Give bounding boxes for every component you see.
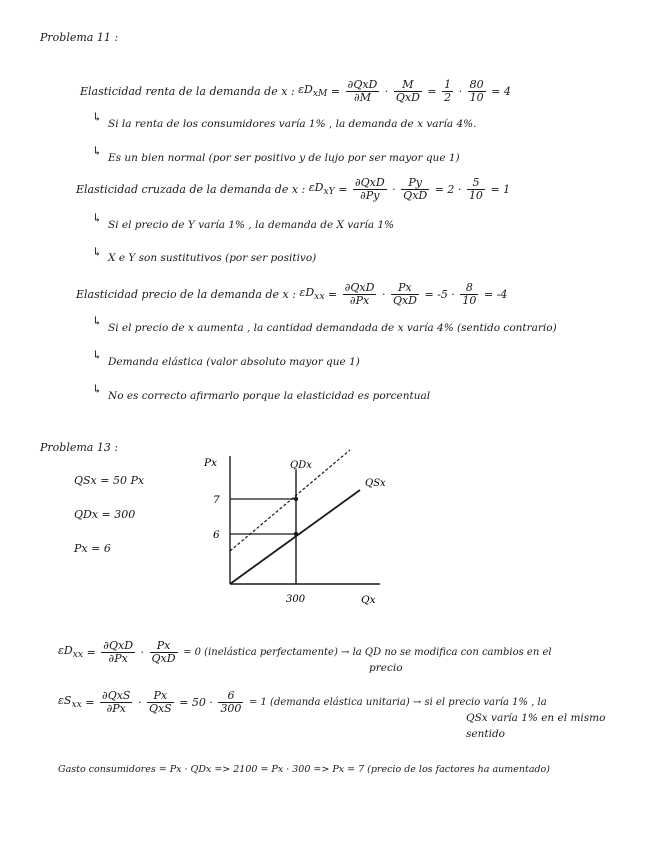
equilibrium-point: [294, 532, 298, 536]
symbol-sub: xx: [71, 699, 82, 711]
problem-11-title: Problema 11 :: [40, 31, 119, 44]
price-equation: Px = 6: [74, 542, 111, 555]
fraction: [100, 690, 132, 715]
hook-arrow-icon: ↳: [92, 348, 103, 362]
price-elasticity-symbol: [299, 286, 325, 303]
price-elasticity-result: = -4: [483, 288, 508, 301]
fraction-den: ∂Py: [360, 189, 380, 202]
cross-elasticity-result: = 1: [490, 183, 511, 196]
fraction-den: 10: [469, 91, 484, 104]
fraction-num: Px: [391, 282, 419, 295]
supply-elasticity-symbol: [58, 694, 82, 711]
fraction-den: QxD: [403, 189, 428, 202]
hook-arrow-icon: ↳: [92, 211, 103, 225]
fraction-den: QxD: [151, 652, 176, 665]
fraction-den: QxD: [392, 294, 417, 307]
cross-mid: = 2 ·: [434, 183, 462, 196]
supply-label: QSx: [365, 478, 386, 489]
fraction: [147, 690, 174, 715]
fraction: [101, 640, 135, 665]
fraction: [467, 177, 485, 202]
fraction: [468, 79, 486, 104]
fraction-den: 300: [220, 702, 242, 715]
fraction-num: 5: [467, 177, 485, 190]
price-elasticity-equation: Elasticidad precio de la demanda de x : $\varepsilon D_{xx}$ = $\frac{\text{∂QxD}}{\partial Px}$ · $\frac{Px}{\text{QxD}}$ = -5 · $\frac{8}{10}$ = -4: [76, 281, 508, 307]
fraction-num: ∂QxD: [354, 176, 385, 189]
price-mid: = -5 ·: [424, 288, 455, 301]
hook-arrow-icon: ↳: [92, 314, 103, 328]
income-elasticity-result: = 4: [491, 85, 511, 98]
supply-curve: [230, 490, 360, 584]
fraction: [442, 79, 453, 104]
fraction: [353, 177, 387, 202]
fraction-den: ∂M: [354, 91, 371, 104]
supply-elasticity-result-3: sentido: [466, 728, 505, 740]
cross-note-2: X e Y son sustitutivos (por ser positivo): [108, 252, 317, 264]
fraction-num: Px: [147, 690, 174, 703]
fraction-num: 8: [460, 282, 478, 295]
symbol-sub: xM: [312, 88, 328, 100]
fraction: [343, 282, 377, 307]
demand-elasticity-symbol: [58, 644, 84, 661]
demand-elasticity-result: = 0 (inelástica perfectamente) → la QD no se modifica con cambios en el: [183, 647, 552, 658]
supply-elasticity-result: = 1 (demanda elástica unitaria) → si el precio varía 1% , la: [248, 697, 547, 708]
demand-label: QDx: [290, 460, 312, 471]
price-note-3: No es correcto afirmarlo porque la elasticidad es porcentual: [108, 390, 431, 402]
fraction: [460, 282, 478, 307]
fraction-den: ∂Px: [106, 702, 126, 715]
fraction-den: QxS: [148, 702, 172, 715]
supply-elasticity-result-2: QSx varía 1% en el mismo: [466, 712, 606, 724]
demand-equation: QDx = 300: [74, 508, 136, 521]
fraction-num: Px: [150, 640, 178, 653]
cross-elasticity-equation: Elasticidad cruzada de la demanda de x : $\varepsilon D_{xY}$ = $\frac{\text{∂QxD}}{\partial Py}$ · $\frac{Py}{\text{QxD}}$ = 2 · $\frac{5}{10}$ = 1: [76, 176, 511, 202]
fraction-num: ∂QxS: [102, 689, 131, 702]
cross-note-1: Si el precio de Y varía 1% , la demanda de X varía 1%: [108, 219, 395, 231]
equilibrium-point-new: [294, 497, 298, 501]
symbol-text: εD: [298, 83, 313, 97]
hook-arrow-icon: ↳: [92, 144, 103, 158]
symbol-text: εS: [58, 694, 72, 708]
fraction-num: ∂QxD: [347, 78, 378, 91]
fraction-num: M: [394, 79, 422, 92]
x-axis-label: Qx: [361, 594, 376, 606]
demand-elasticity-result-2: precio: [369, 662, 403, 674]
supply-demand-graph: [195, 448, 395, 608]
fraction: [150, 640, 178, 665]
hook-arrow-icon: ↳: [92, 110, 103, 124]
problem-13-title: Problema 13 :: [40, 441, 119, 454]
fraction-num: ∂QxD: [103, 639, 134, 652]
supply-equation: QSx = 50 Px: [74, 474, 145, 487]
consumer-spending-equation: Gasto consumidores = Px · QDx => 2100 = Px · 300 => Px = 7 (precio de los factores ha aumentado): [58, 764, 550, 775]
symbol-sub: xY: [323, 186, 335, 198]
fraction-den: ∂Px: [349, 294, 370, 307]
income-elasticity-equation: Elasticidad renta de la demanda de x : $\varepsilon D_{xM}$ = $\frac{\text{∂QxD}}{\partial M}$ · $\frac{M}{\text{QxD}}$ = $\frac{1}{2}$ · $\frac{80}{10}$ = 4: [80, 78, 511, 104]
hook-arrow-icon: ↳: [92, 382, 103, 396]
fraction: [401, 177, 429, 202]
fraction: [394, 79, 422, 104]
fraction: [346, 79, 380, 104]
hook-arrow-icon: ↳: [92, 245, 103, 259]
income-note-1: Si la renta de los consumidores varía 1% , la demanda de x varía 4%.: [108, 118, 477, 130]
price-note-1: Si el precio de x aumenta , la cantidad demandada de x varía 4% (sentido contrario): [108, 322, 557, 334]
fraction-num: 1: [444, 78, 452, 91]
income-note-2: Es un bien normal (por ser positivo y de lujo por ser mayor que 1): [108, 152, 460, 164]
income-elasticity-symbol: [298, 83, 328, 100]
fraction-num: 80: [469, 78, 484, 91]
fraction-den: 2: [444, 91, 452, 104]
fraction-den: ∂Px: [108, 652, 128, 665]
fraction-den: 10: [468, 189, 483, 202]
symbol-sub: xx: [314, 291, 325, 303]
fraction: [218, 690, 243, 715]
tick-6: 6: [213, 529, 220, 541]
fraction-num: Py: [401, 177, 429, 190]
symbol-text: εD: [58, 644, 73, 658]
price-elasticity-label: Elasticidad precio de la demanda de x :: [76, 288, 296, 301]
fraction-den: 10: [462, 294, 477, 307]
fraction-num: ∂QxD: [344, 281, 375, 294]
supply-elasticity-equation: $\varepsilon S_{xx}$ = $\frac{\text{∂QxS}}{\partial Px}$ · $\frac{Px}{\text{QxS}}$ = 50 · $\frac{6}{300}$ = 1 (demanda elástica unitaria) → si el precio varía 1% , la: [58, 689, 547, 715]
fraction-den: QxD: [395, 91, 420, 104]
y-axis-label: Px: [204, 457, 217, 469]
symbol-text: εD: [299, 286, 315, 300]
cross-elasticity-symbol: [308, 181, 335, 198]
fraction: [391, 282, 419, 307]
cross-elasticity-label: Elasticidad cruzada de la demanda de x :: [76, 183, 306, 196]
symbol-sub: xx: [72, 649, 84, 661]
fraction-num: 6: [218, 690, 243, 703]
tick-7: 7: [213, 494, 220, 506]
tick-300: 300: [286, 594, 306, 605]
demand-elasticity-equation: $\varepsilon D_{xx}$ = $\frac{\text{∂QxD}}{\partial Px}$ · $\frac{Px}{\text{QxD}}$ = 0 (inelástica perfectamente) → la QD no se modifica con cambios en el: [58, 639, 552, 665]
supply-mid: = 50 ·: [179, 696, 213, 709]
symbol-text: εD: [308, 181, 324, 195]
price-note-2: Demanda elástica (valor absoluto mayor que 1): [108, 356, 360, 368]
income-elasticity-label: Elasticidad renta de la demanda de x :: [80, 85, 295, 98]
